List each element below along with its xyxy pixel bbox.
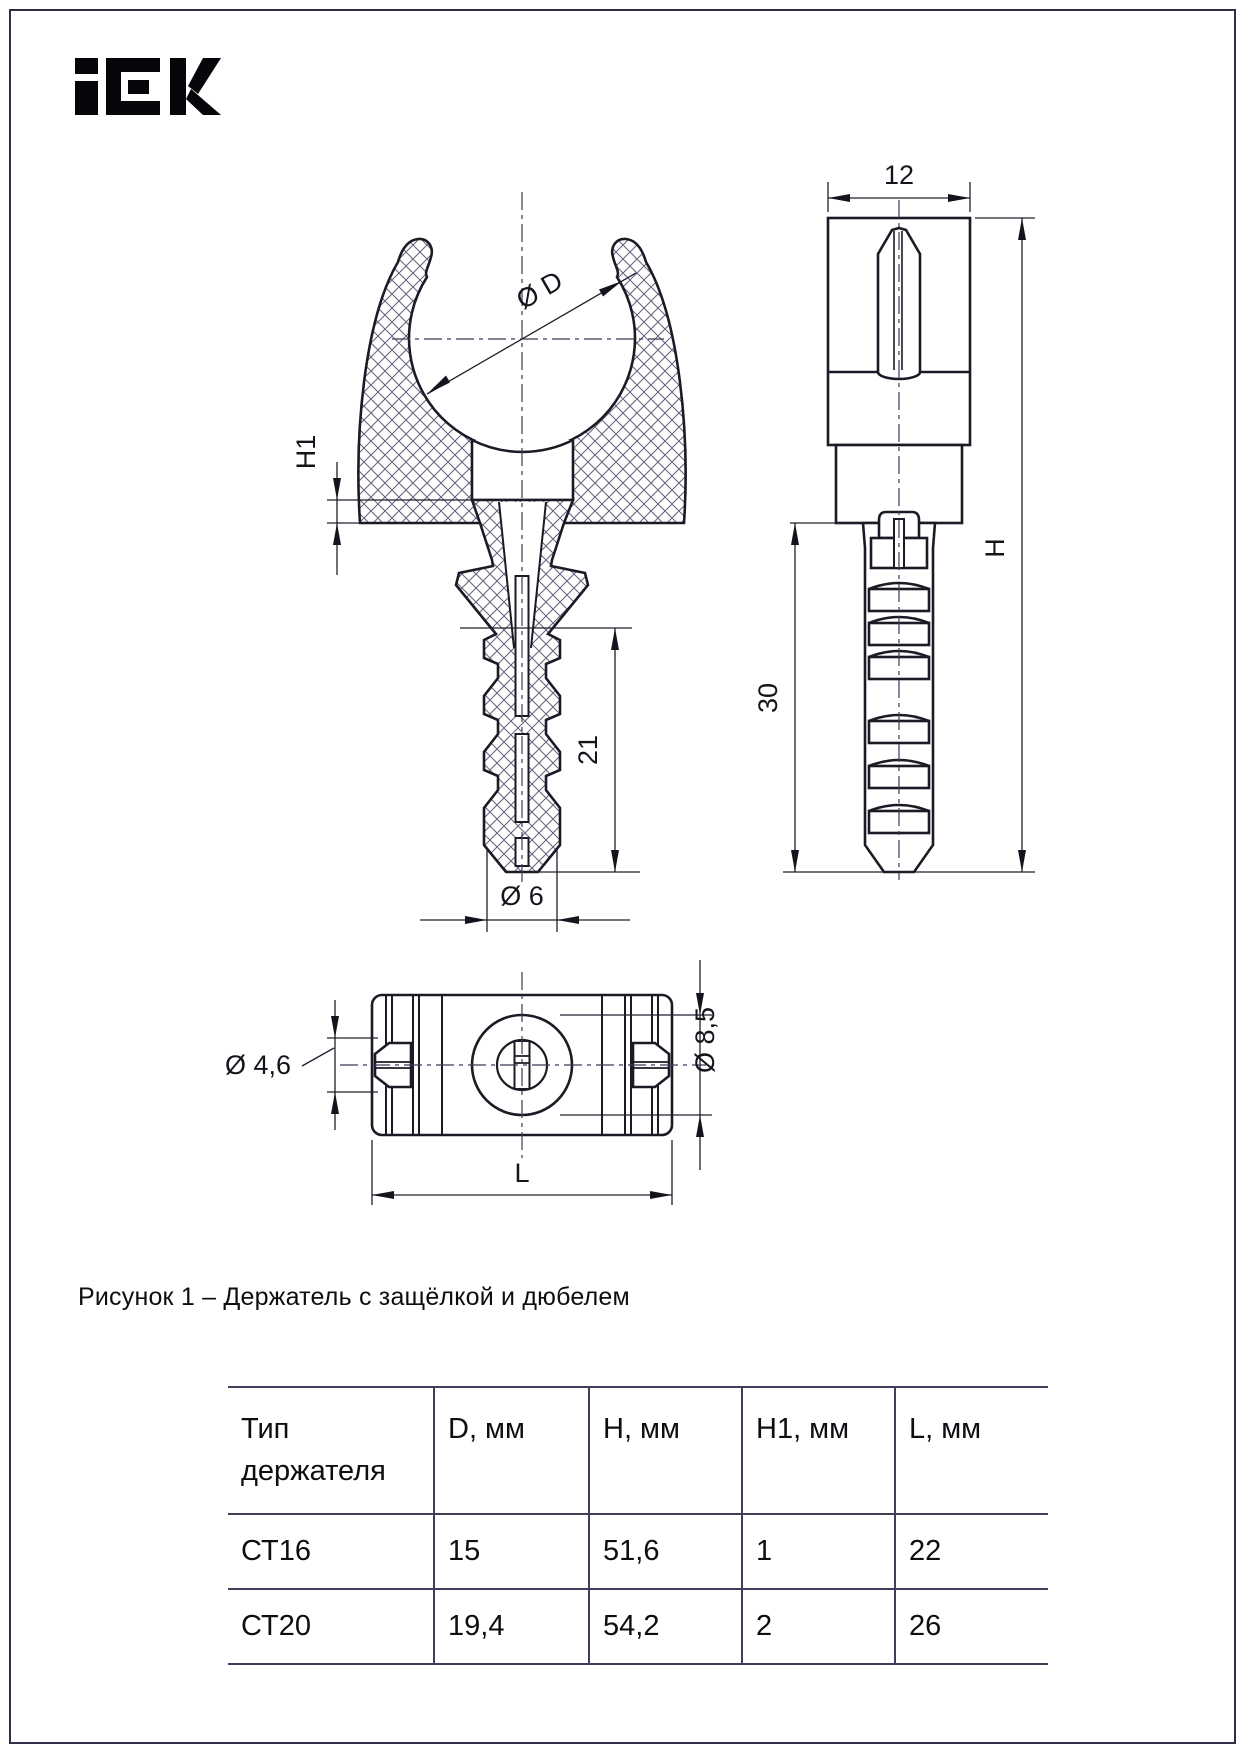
cell-type: СТ16	[228, 1514, 434, 1589]
iek-logo	[75, 58, 221, 115]
cell-h1: 1	[742, 1514, 895, 1589]
dim-label-h: H	[980, 538, 1010, 558]
table-row	[228, 1514, 1048, 1589]
dim-label-dia46: Ø 4,6	[224, 1050, 292, 1080]
dim-label-12: 12	[883, 160, 915, 190]
dim-label-l: L	[514, 1158, 530, 1188]
bottom-view	[225, 960, 720, 1205]
cell-h1: 2	[742, 1589, 895, 1664]
spec-table	[228, 1386, 1048, 1665]
col-header-l: L, мм	[895, 1387, 1048, 1514]
col-header-d: D, мм	[434, 1387, 589, 1514]
cell-l: 22	[895, 1514, 1048, 1589]
front-view	[291, 192, 686, 932]
cell-type: СТ20	[228, 1589, 434, 1664]
figure-caption: Рисунок 1 – Держатель с защёлкой и дюбелем	[78, 1283, 630, 1311]
dim-label-30: 30	[753, 682, 783, 714]
cell-d: 15	[434, 1514, 589, 1589]
cell-l: 26	[895, 1589, 1048, 1664]
col-header-type: Тип держателя	[228, 1387, 434, 1514]
cell-h: 51,6	[589, 1514, 742, 1589]
dim-label-21: 21	[573, 734, 603, 766]
table-row	[228, 1589, 1048, 1664]
dim-label-h1: H1	[291, 434, 321, 470]
spec-table-header-row	[228, 1387, 1048, 1514]
col-header-h: H, мм	[589, 1387, 742, 1514]
dim-label-dia85: Ø 8,5	[690, 1006, 720, 1074]
col-header-h1: H1, мм	[742, 1387, 895, 1514]
dim-label-diameter-d: Ø D	[511, 265, 568, 316]
cell-h: 54,2	[589, 1589, 742, 1664]
cell-d: 19,4	[434, 1589, 589, 1664]
side-view	[753, 160, 1035, 880]
dim-label-dia6: Ø 6	[500, 881, 544, 911]
